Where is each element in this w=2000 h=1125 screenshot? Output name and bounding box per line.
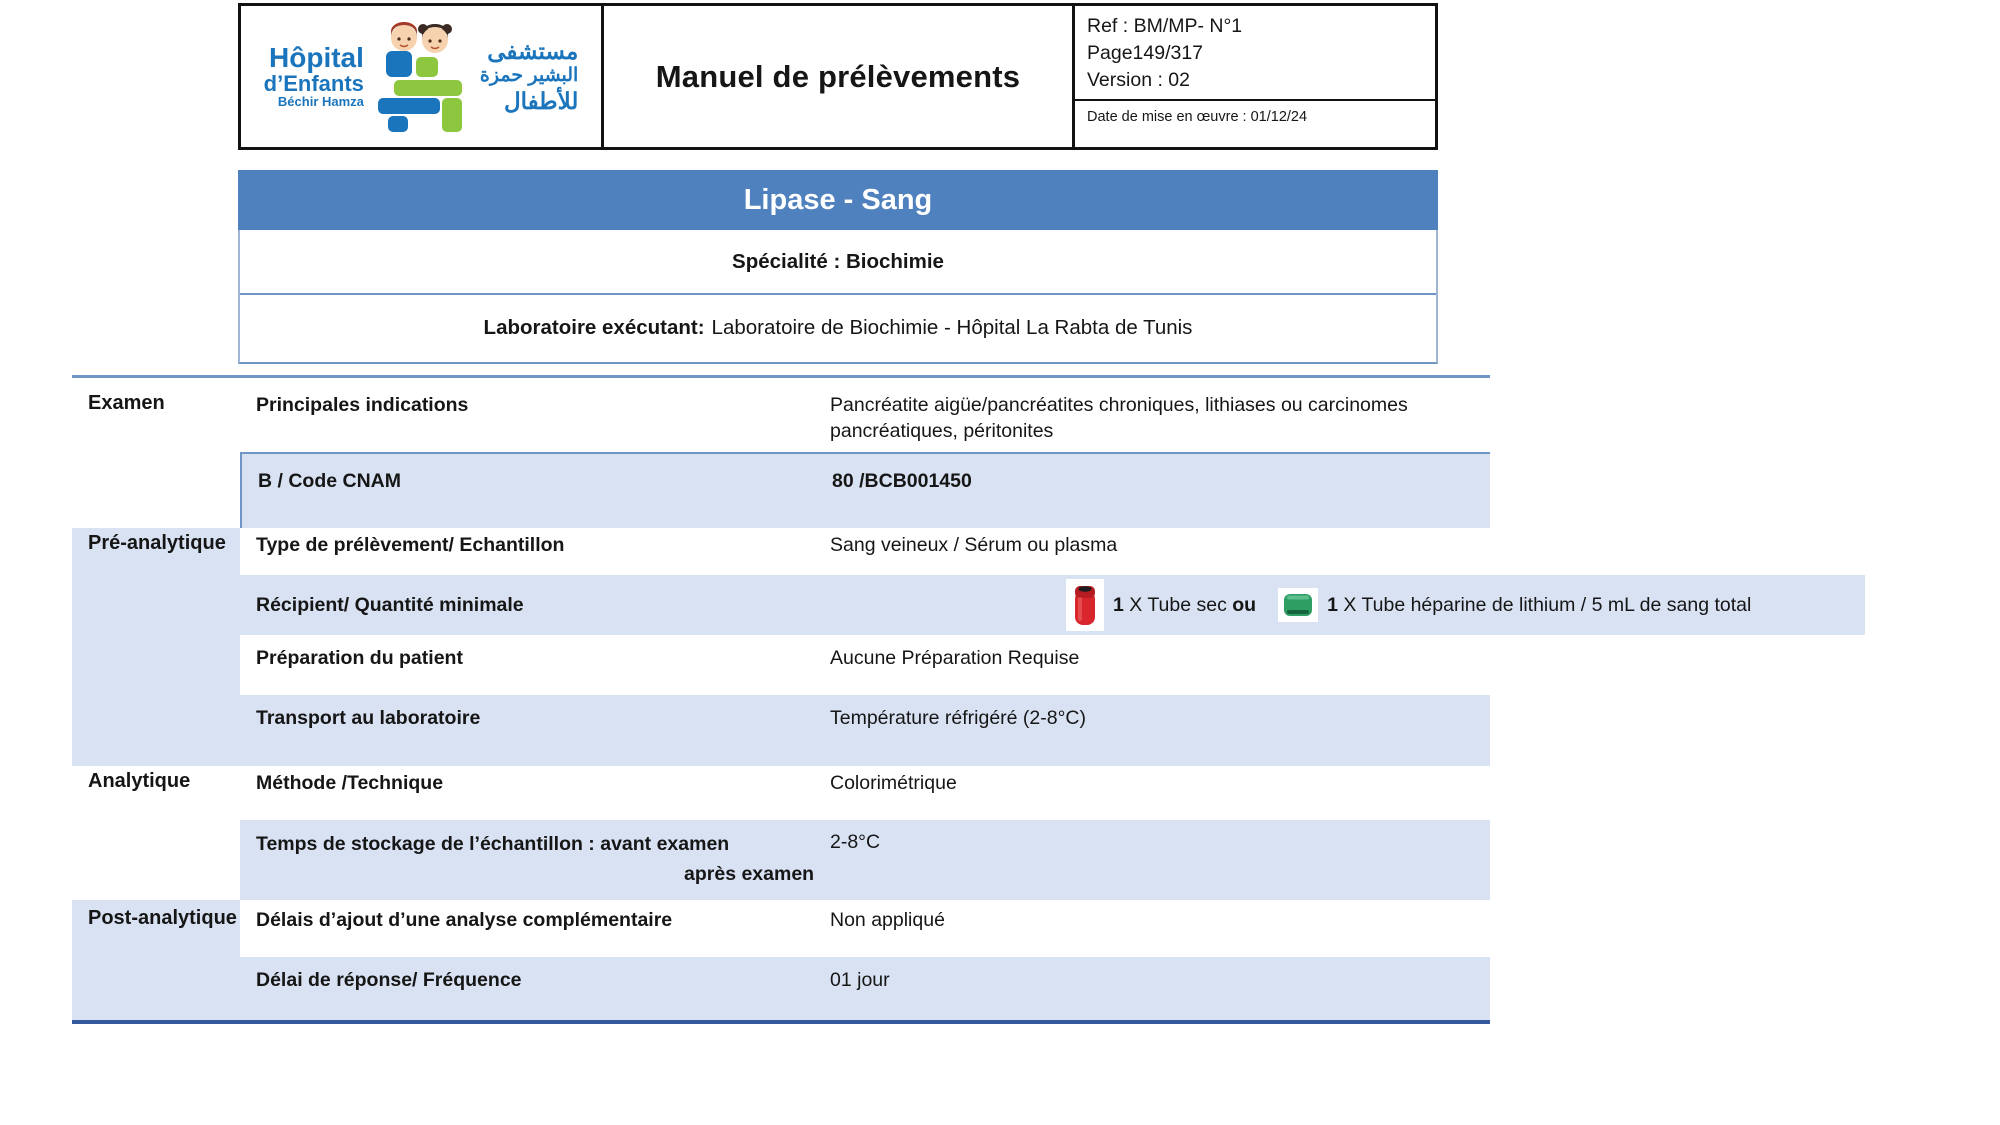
hospital-logo	[241, 6, 601, 147]
tube1-qty: 1	[1113, 594, 1124, 616]
tube-or: ou	[1232, 594, 1257, 616]
row-type-prelevement	[240, 528, 1490, 575]
row-recipient	[240, 575, 1865, 635]
row-value: 01 jour	[830, 969, 890, 991]
date-line: Date de mise en œuvre : 01/12/24	[1087, 109, 1308, 125]
row-label: Type de prélèvement/ Echantillon	[256, 534, 565, 556]
info-box	[238, 230, 1438, 364]
row-value: Sang veineux / Sérum ou plasma	[830, 534, 1118, 556]
row-label: B / Code CNAM	[258, 470, 401, 492]
row-label: Préparation du patient	[256, 647, 463, 669]
stockage-line2: après examen	[684, 863, 815, 885]
green-tube-patch	[1278, 588, 1318, 622]
row-value: Colorimétrique	[830, 772, 957, 794]
tube1-text: X Tube sec	[1123, 594, 1233, 616]
row-value	[830, 392, 1490, 444]
row-label: Récipient/ Quantité minimale	[256, 594, 524, 616]
lab-value: Laboratoire de Biochimie - Hôpital La Rabta de Tunis	[711, 315, 1193, 339]
logo-denfants: d’Enfants	[263, 70, 364, 96]
girl-icon	[418, 24, 452, 53]
row-value: Aucune Préparation Requise	[830, 647, 1080, 669]
logo-wrap	[264, 21, 579, 133]
red-tube-icon	[1071, 583, 1099, 627]
ref-line: Ref : BM/MP- N°1	[1087, 15, 1243, 37]
section-label-post-analytique: Post-analytique	[72, 900, 240, 1020]
page-line: Page149/317	[1087, 41, 1204, 64]
hospital-logo-icon	[374, 21, 470, 133]
row-principales-indications	[240, 378, 1490, 452]
row-value	[830, 579, 1865, 631]
logo-bechir-hamza: Béchir Hamza	[277, 94, 364, 110]
row-delais-ajout	[240, 900, 1490, 957]
section-label-analytique: Analytique	[72, 766, 240, 900]
row-label: Transport au laboratoire	[256, 707, 481, 729]
reference-top	[1075, 6, 1435, 101]
red-tube-patch	[1066, 579, 1104, 631]
row-transport	[240, 695, 1490, 766]
section-label-pre-analytique: Pré-analytique	[72, 528, 240, 766]
logo-french-text	[264, 44, 364, 108]
section-label-examen: Examen	[72, 378, 240, 528]
logo-hopital: Hôpital	[269, 42, 364, 74]
row-label: Délais d’ajout d’une analyse complémentaire	[256, 909, 673, 931]
row-methode	[240, 766, 1490, 820]
logo-arabic-line2: البشير حمزة	[479, 65, 579, 87]
indications-line2: pancréatiques, péritonites	[830, 420, 1054, 442]
tube2-text: X Tube héparine de lithium / 5 mL de sang total	[1337, 594, 1752, 616]
logo-arabic-line1: مستشفى	[487, 38, 579, 65]
row-delai-reponse	[240, 957, 1490, 1020]
specialty-row: Spécialité : Biochimie	[240, 230, 1436, 295]
green-tube-icon	[1282, 592, 1314, 618]
logo-arabic-text	[480, 38, 578, 115]
logo-arabic-line3: للأطفال	[503, 87, 579, 114]
logo-h-symbol	[378, 51, 462, 132]
reference-box	[1075, 6, 1435, 147]
row-value: Non appliqué	[830, 909, 945, 931]
row-label: Délai de réponse/ Fréquence	[256, 969, 522, 991]
row-value: 80 /BCB001450	[832, 470, 972, 492]
manual-title: Manuel de prélèvements	[655, 58, 1021, 94]
row-value: 2-8°C	[830, 831, 881, 853]
row-value: Température réfrigéré (2-8°C)	[830, 707, 1086, 729]
test-title-banner: Lipase - Sang	[238, 170, 1438, 230]
table-bottom-border	[72, 1020, 1490, 1024]
version-line: Version : 02	[1087, 68, 1190, 91]
tube2-qty: 1	[1327, 594, 1338, 616]
row-label	[240, 829, 830, 889]
row-label: Principales indications	[256, 394, 469, 416]
boy-icon	[391, 22, 417, 51]
document-header	[238, 3, 1438, 150]
lab-label: Laboratoire exécutant:	[483, 315, 705, 339]
row-preparation	[240, 635, 1490, 695]
row-stockage	[240, 820, 1490, 900]
row-code-cnam	[240, 452, 1490, 528]
lab-row	[240, 295, 1436, 360]
row-label: Méthode /Technique	[256, 772, 444, 794]
manual-title-cell	[601, 6, 1075, 147]
stockage-line1: Temps de stockage de l’échantillon : avant examen	[256, 833, 730, 855]
indications-line1: Pancréatite aigüe/pancréatites chroniques, lithiases ou carcinomes	[830, 394, 1408, 416]
